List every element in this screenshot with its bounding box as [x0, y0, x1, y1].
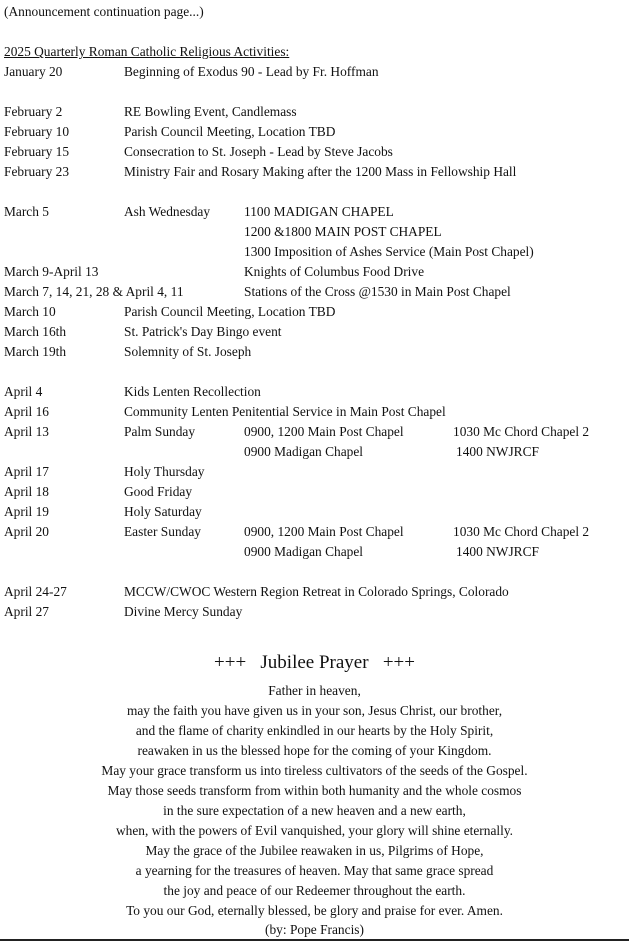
schedule-date: April 16	[4, 404, 50, 419]
schedule-title: 2025 Quarterly Roman Catholic Religious Activities:	[4, 44, 290, 59]
service-time: 0900 Madigan Chapel	[244, 444, 364, 459]
schedule-date: April 24-27	[4, 584, 67, 599]
schedule-event: RE Bowling Event, Candlemass	[124, 104, 297, 119]
schedule-event: Ministry Fair and Rosary Making after the 1200 Mass in Fellowship Hall	[124, 164, 517, 179]
service-time: 1200 &1800 MAIN POST CHAPEL	[244, 224, 442, 239]
schedule-date: February 10	[4, 124, 70, 139]
service-time: 1100 MADIGAN CHAPEL	[244, 204, 394, 219]
schedule-date: February 15	[4, 144, 70, 159]
schedule-date: January 20	[4, 64, 63, 79]
schedule-event: Parish Council Meeting, Location TBD	[124, 124, 336, 139]
prayer-line: the joy and peace of our Redeemer throughout the earth.	[163, 883, 466, 898]
schedule-date: April 19	[4, 504, 50, 519]
service-time: 1030 Mc Chord Chapel 2	[453, 524, 590, 539]
schedule-event: Knights of Columbus Food Drive	[244, 264, 425, 279]
prayer-title: +++ Jubilee Prayer +++	[214, 652, 415, 673]
prayer-line: reawaken in us the blessed hope for the coming of your Kingdom.	[137, 743, 492, 758]
schedule-event: Holy Thursday	[124, 464, 205, 479]
schedule-event: St. Patrick's Day Bingo event	[124, 324, 282, 339]
prayer-line: in the sure expectation of a new heaven and a new earth,	[163, 803, 466, 818]
prayer-line: a yearning for the treasures of heaven. May that same grace spread	[135, 863, 494, 878]
schedule-date: April 27	[4, 604, 50, 619]
service-time: 1400 NWJRCF	[456, 444, 539, 459]
service-time: 1400 NWJRCF	[456, 544, 539, 559]
schedule-date: March 16th	[4, 324, 67, 339]
schedule-date: March 7, 14, 21, 28 & April 4, 11	[4, 284, 184, 299]
prayer-line: May those seeds transform from within both humanity and the whole cosmos	[107, 783, 522, 798]
schedule-date: April 20	[4, 524, 50, 539]
schedule-event: Palm Sunday	[124, 424, 196, 439]
schedule-date: March 19th	[4, 344, 67, 359]
prayer-line: may the faith you have given us in your son, Jesus Christ, our brother,	[126, 703, 503, 718]
service-time: 0900, 1200 Main Post Chapel	[244, 524, 404, 539]
schedule-event: Community Lenten Penitential Service in Main Post Chapel	[124, 404, 446, 419]
schedule-event: MCCW/CWOC Western Region Retreat in Colorado Springs, Colorado	[124, 584, 509, 599]
continuation-note: (Announcement continuation page...)	[4, 4, 204, 19]
schedule-event: Kids Lenten Recollection	[124, 384, 261, 399]
schedule-date: April 13	[4, 424, 50, 439]
schedule-date: February 2	[4, 104, 63, 119]
prayer-line: and the flame of charity enkindled in our hearts by the Holy Spirit,	[135, 723, 494, 738]
bottom-divider	[0, 939, 629, 941]
schedule-event: Good Friday	[124, 484, 193, 499]
schedule-event: Divine Mercy Sunday	[124, 604, 243, 619]
schedule-event: Holy Saturday	[124, 504, 202, 519]
service-time: 1030 Mc Chord Chapel 2	[453, 424, 590, 439]
prayer-line: To you our God, eternally blessed, be glory and praise for ever. Amen.	[126, 903, 503, 918]
schedule-date: February 23	[4, 164, 70, 179]
prayer-line: May your grace transform us into tireless cultivators of the seeds of the Gospel.	[101, 763, 528, 778]
schedule-event: Stations of the Cross @1530 in Main Post Chapel	[244, 284, 511, 299]
prayer-attribution: (by: Pope Francis)	[265, 922, 364, 937]
schedule-event: Ash Wednesday	[124, 204, 211, 219]
schedule-date: April 18	[4, 484, 50, 499]
service-time: 0900 Madigan Chapel	[244, 544, 364, 559]
schedule-event: Easter Sunday	[124, 524, 201, 539]
schedule-event: Solemnity of St. Joseph	[124, 344, 252, 359]
schedule-date: April 17	[4, 464, 50, 479]
schedule-event: Beginning of Exodus 90 - Lead by Fr. Hoffman	[124, 64, 379, 79]
schedule-date: April 4	[4, 384, 43, 399]
schedule-event: Parish Council Meeting, Location TBD	[124, 304, 336, 319]
service-time: 0900, 1200 Main Post Chapel	[244, 424, 404, 439]
prayer-line: when, with the powers of Evil vanquished, your glory will shine eternally.	[115, 823, 514, 838]
schedule-date: March 5	[4, 204, 49, 219]
prayer-line: Father in heaven,	[268, 683, 361, 698]
prayer-line: May the grace of the Jubilee reawaken in us, Pilgrims of Hope,	[145, 843, 484, 858]
service-time: 1300 Imposition of Ashes Service (Main Post Chapel)	[244, 244, 534, 259]
schedule-date: March 9-April 13	[4, 264, 99, 279]
schedule-date: March 10	[4, 304, 56, 319]
schedule-event: Consecration to St. Joseph - Lead by Steve Jacobs	[124, 144, 393, 159]
